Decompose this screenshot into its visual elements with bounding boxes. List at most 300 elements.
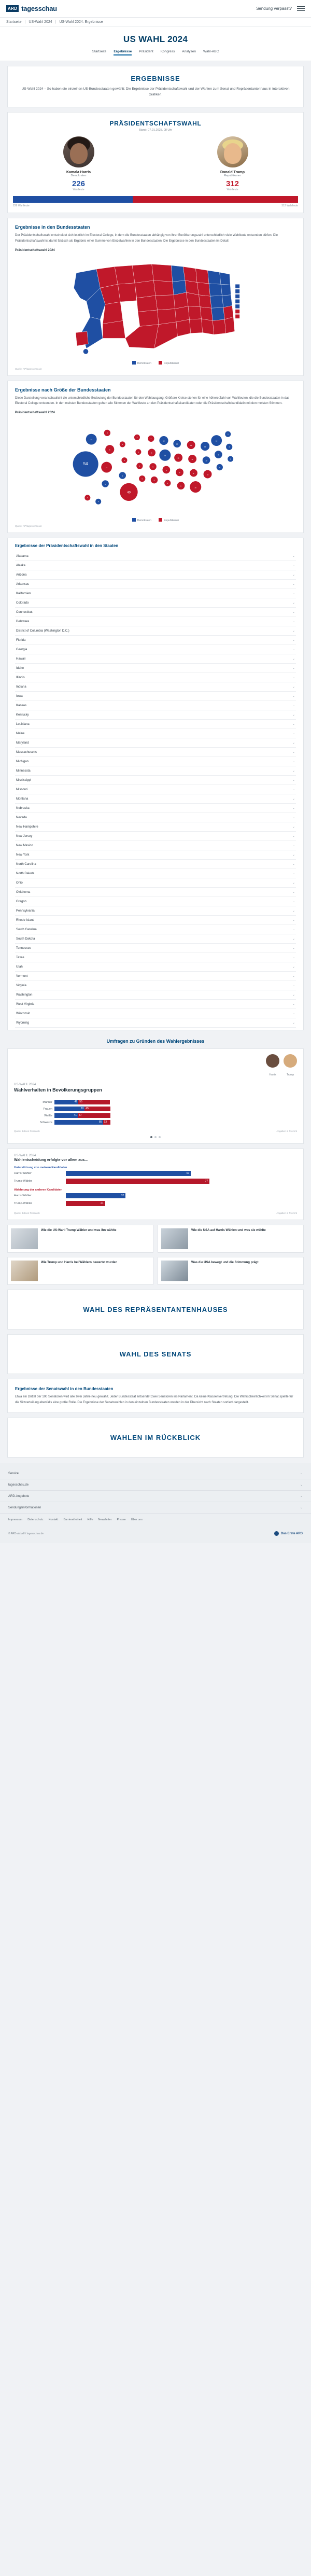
tab-kongress[interactable]: Kongress	[160, 50, 175, 53]
state-name: Mississippi	[16, 778, 32, 782]
state-name: District of Columbia (Washington D.C.)	[16, 629, 69, 633]
intro-heading: ERGEBNISSE	[131, 75, 180, 82]
intro-text: US-Wahl 2024 – So haben die einzelnen US-Bundesstaaten gewählt: Die Ergebnisse der Präsidentschaftswahl und der Wahlen zum Senat und Repräsentantenhaus in interaktiven Grafiken.	[21, 87, 290, 96]
chart1-bar-dem	[54, 1107, 84, 1111]
chart1-value-dem: 85	[98, 1121, 102, 1124]
svg-text:10: 10	[205, 459, 207, 462]
footer	[0, 1463, 311, 1543]
review-section[interactable]	[7, 1418, 304, 1458]
footer-copyright: © ARD-aktuell / tagesschau.de	[8, 1532, 44, 1535]
chevron-down-icon: ⌄	[292, 629, 295, 633]
chevron-down-icon: ⌄	[292, 965, 295, 969]
brand-logo[interactable]	[6, 5, 57, 12]
state-list-item[interactable]	[15, 757, 296, 766]
state-name: Idaho	[16, 666, 24, 670]
ard-box-label: ARD	[6, 5, 19, 12]
footer-row-service[interactable]	[0, 1468, 311, 1479]
state-list-item[interactable]	[15, 944, 296, 953]
avatar-trump	[217, 136, 248, 167]
chevron-down-icon: ⌄	[292, 713, 295, 717]
avatar-harris	[63, 136, 94, 167]
chart1-bars	[54, 1107, 297, 1111]
state-list-item[interactable]	[15, 897, 296, 906]
state-list-item[interactable]	[15, 813, 296, 822]
state-name: Massachusetts	[16, 750, 37, 754]
state-name: Tennessee	[16, 946, 32, 950]
usa-bubble-cartogram[interactable]	[15, 416, 296, 515]
state-name: Florida	[16, 638, 26, 642]
state-name: Michigan	[16, 760, 29, 763]
footer-link[interactable]: Über uns	[131, 1518, 143, 1522]
svg-text:8: 8	[153, 479, 155, 482]
state-list-item[interactable]	[15, 720, 296, 729]
chart1-bar-rep	[103, 1120, 110, 1125]
chart1-bar-dem	[54, 1120, 103, 1125]
state-name: Georgia	[16, 648, 27, 651]
state-name: Minnesota	[16, 769, 31, 773]
state-list-item[interactable]	[15, 617, 296, 626]
chevron-down-icon: ⌄	[292, 723, 295, 726]
state-list-item[interactable]	[15, 888, 296, 897]
avatar-harris-small	[266, 1054, 279, 1068]
chevron-down-icon: ⌄	[292, 639, 295, 642]
state-list-item[interactable]	[15, 1018, 296, 1028]
footer-row-sendungsinfo[interactable]	[0, 1502, 311, 1514]
chart1-trump-name: Trump	[286, 1073, 294, 1077]
state-name: Connecticut	[16, 610, 33, 614]
chevron-down-icon: ⌄	[292, 909, 295, 913]
state-list-item[interactable]	[15, 598, 296, 608]
chart1-value-rep: 55	[79, 1100, 82, 1104]
state-name: Arizona	[16, 573, 27, 577]
state-list-item[interactable]	[15, 776, 296, 785]
chart1-value-rep: 57	[79, 1114, 82, 1117]
teaser-item[interactable]	[7, 1257, 153, 1285]
chart1-bar-rep	[78, 1113, 110, 1118]
svg-text:5: 5	[122, 475, 123, 478]
footer-link[interactable]: Hilfe	[87, 1518, 93, 1522]
chart1-rows	[8, 1097, 303, 1125]
cartogram-legend-dem: Demokraten	[132, 518, 151, 522]
chart2-bar-row	[8, 1171, 303, 1176]
chevron-down-icon: ⌄	[292, 937, 295, 941]
chevron-down-icon: ⌄	[292, 816, 295, 820]
cartogram-caption: Präsidentschaftswahl 2024	[15, 411, 55, 415]
state-list-item[interactable]	[15, 934, 296, 944]
state-name: New York	[16, 853, 30, 857]
state-list-item[interactable]	[15, 906, 296, 916]
state-name: Wisconsin	[16, 1012, 31, 1015]
chart2-bar	[66, 1179, 209, 1184]
svg-text:54: 54	[83, 461, 88, 466]
chevron-down-icon: ⌄	[292, 797, 295, 801]
state-list-item[interactable]	[15, 981, 296, 990]
chevron-down-icon: ⌄	[292, 676, 295, 680]
avatar-trump-small	[284, 1054, 297, 1068]
chart2-source: Quelle: Edison Research	[14, 1212, 40, 1215]
chevron-down-icon: ⌄	[292, 919, 295, 922]
house-election-title: WAHL DES REPRÄSENTANTENHAUSES	[83, 1306, 228, 1314]
svg-text:8: 8	[179, 471, 180, 474]
chart1-bars	[54, 1113, 297, 1118]
chart1-source: Quelle: Edison Research	[14, 1130, 40, 1133]
svg-text:4: 4	[122, 443, 123, 446]
svg-text:6: 6	[152, 466, 153, 468]
hero-title: PRÄSIDENTSCHAFTSWAHL	[109, 120, 202, 128]
footer-link[interactable]: Presse	[117, 1518, 126, 1522]
teaser-item[interactable]	[158, 1225, 304, 1253]
svg-text:40: 40	[127, 491, 131, 495]
state-list-item[interactable]	[15, 1000, 296, 1009]
footer-link[interactable]: Barrierefreiheit	[63, 1518, 82, 1522]
footer-row-ard-angebote[interactable]	[0, 1491, 311, 1502]
state-list-item[interactable]	[15, 710, 296, 720]
footer-row-label: Sendungsinformationen	[8, 1506, 41, 1509]
state-list-item[interactable]	[15, 860, 296, 869]
chevron-down-icon: ⌄	[292, 685, 295, 689]
state-list-item[interactable]	[15, 552, 296, 561]
chevron-down-icon: ⌄	[292, 881, 295, 885]
chart1-candidate-harris	[266, 1054, 279, 1078]
teaser-thumbnail	[11, 1228, 38, 1249]
svg-text:16: 16	[206, 473, 209, 476]
page-title: US WAHL 2024	[0, 27, 311, 50]
breadcrumb-sep: |	[55, 20, 56, 24]
candidate-trump-unit: Wahlleute	[227, 188, 238, 192]
cartogram-section	[7, 381, 304, 533]
cartogram-text: Diese Darstellung veranschaulicht die unterschiedliche Bedeutung der Bundesstaaten für den Wahlausgang: Größere Kreise stehen für eine höhere Zahl von Wahlleuten, die die Bundesstaaten in das Electoral College entsenden. In den meisten Bundesstaaten gehen alle Stimmen der Wahlleute an den Präsidentschaftskandidaten oder die Präsidentschaftskandidatin mit den meisten Stimmen.	[15, 396, 290, 405]
state-list-item[interactable]	[15, 869, 296, 878]
chart1-bar-rep	[78, 1100, 110, 1104]
state-name: Virginia	[16, 984, 26, 987]
chart2-group2-label: Ablehnung der anderen Kandidaten	[14, 1188, 63, 1192]
chevron-down-icon: ⌄	[292, 1012, 295, 1016]
candidate-harris-name: Kamala Harris	[66, 171, 91, 175]
candidate-trump-value: 312	[225, 179, 239, 189]
chart2-group2-rows	[8, 1193, 303, 1206]
chart2-bar-label: Trump-Wähler	[14, 1180, 32, 1183]
state-list-item[interactable]	[15, 822, 296, 832]
chart-carousel-dots[interactable]	[8, 1132, 303, 1138]
breadcrumb	[0, 18, 311, 27]
chevron-down-icon: ⌄	[300, 1483, 303, 1487]
usa-choropleth-map[interactable]	[15, 254, 296, 358]
state-name: Iowa	[16, 694, 23, 698]
state-list-item[interactable]	[15, 608, 296, 617]
chart1-category-label: Schwarze	[39, 1121, 52, 1124]
svg-text:7: 7	[218, 454, 219, 456]
chevron-down-icon: ⌄	[292, 835, 295, 838]
split-bar-dem	[13, 196, 133, 203]
chart1-value-dem: 53	[80, 1107, 84, 1111]
state-list-item[interactable]	[15, 664, 296, 673]
state-list-item[interactable]	[15, 682, 296, 692]
footer-link[interactable]: Kontakt	[48, 1518, 59, 1522]
chevron-down-icon: ⌄	[292, 573, 295, 577]
footer-row-label: tagesschau.de	[8, 1483, 29, 1487]
chart1-bars	[54, 1120, 297, 1125]
state-list-item[interactable]	[15, 673, 296, 682]
chart1-category-label: Weiße	[44, 1114, 52, 1117]
svg-text:5: 5	[139, 465, 140, 468]
state-list-item[interactable]	[15, 645, 296, 654]
candidate-trump-name: Donald Trump	[220, 171, 245, 175]
state-list-item[interactable]	[15, 804, 296, 813]
state-list-item[interactable]	[15, 748, 296, 757]
chart1-title: Wahlverhalten in Bevölkerungsgruppen	[14, 1087, 102, 1093]
svg-text:3: 3	[230, 458, 231, 460]
teaser-title: Wie die USA auf Harris Wählen und was sie wählte	[191, 1229, 266, 1233]
breadcrumb-item-2: US-Wahl 2024: Ergebnisse	[59, 20, 103, 24]
svg-text:9: 9	[180, 485, 181, 487]
chevron-down-icon: ⌄	[292, 695, 295, 698]
chevron-down-icon: ⌄	[292, 844, 295, 848]
state-list-item[interactable]	[15, 580, 296, 589]
state-list-item[interactable]	[15, 626, 296, 636]
chevron-down-icon: ⌄	[292, 984, 295, 988]
tab-startseite[interactable]: Startseite	[92, 50, 107, 53]
state-name: Nebraska	[16, 806, 30, 810]
chart1-category-label: Männer	[43, 1100, 52, 1104]
state-list-item[interactable]	[15, 701, 296, 710]
svg-text:6: 6	[142, 478, 143, 480]
cartogram-legend-rep: Republikaner	[159, 518, 179, 522]
candidate-harris-party: Demokraten	[70, 174, 87, 178]
senate-election-section[interactable]	[7, 1334, 304, 1374]
state-name: Texas	[16, 956, 24, 959]
svg-text:8: 8	[165, 469, 167, 471]
state-list-item[interactable]	[15, 878, 296, 888]
chart1-kicker: US-WAHL 2024	[14, 1083, 36, 1087]
state-list-item[interactable]	[15, 972, 296, 981]
chevron-down-icon: ⌄	[292, 657, 295, 661]
footer-link[interactable]: Datenschutz	[27, 1518, 44, 1522]
chart2-bar-row	[8, 1179, 303, 1184]
state-list-item[interactable]	[15, 636, 296, 645]
svg-text:19: 19	[164, 454, 166, 457]
chevron-down-icon: ⌄	[292, 975, 295, 978]
breadcrumb-item-1[interactable]: US-Wahl 2024	[29, 20, 52, 24]
chevron-down-icon: ⌄	[292, 769, 295, 773]
candidate-trump-party: Republikaner	[224, 174, 241, 178]
chart1-bar-row	[14, 1107, 297, 1111]
chevron-down-icon: ⌄	[292, 947, 295, 950]
state-result-list	[7, 538, 304, 1030]
chart1-value-dem: 41	[74, 1114, 77, 1117]
state-name: Indiana	[16, 685, 26, 689]
chart1-bar-row	[14, 1113, 297, 1118]
state-list-item[interactable]	[15, 990, 296, 1000]
chevron-down-icon: ⌄	[292, 1003, 295, 1006]
state-list-item[interactable]	[15, 654, 296, 664]
chevron-down-icon: ⌄	[300, 1506, 303, 1510]
svg-text:6: 6	[109, 449, 110, 451]
svg-text:11: 11	[177, 457, 179, 459]
teaser-thumbnail	[11, 1261, 38, 1281]
chart2-kicker: US-WAHL 2024	[14, 1154, 36, 1158]
teaser-thumbnail	[161, 1228, 188, 1249]
state-name: Ohio	[16, 881, 23, 885]
chevron-down-icon: ⌄	[292, 788, 295, 792]
chart2-bar-track	[66, 1201, 297, 1206]
chart1-value-rep: 13	[104, 1121, 107, 1124]
chevron-down-icon: ⌄	[292, 872, 295, 876]
tab-praesident[interactable]: Präsident	[139, 50, 153, 53]
chevron-down-icon: ⌄	[300, 1495, 303, 1499]
state-list-item[interactable]	[15, 850, 296, 860]
chevron-down-icon: ⌄	[292, 825, 295, 829]
svg-text:11: 11	[106, 467, 108, 469]
tab-analysen[interactable]: Analysen	[182, 50, 196, 53]
state-name: North Dakota	[16, 872, 35, 875]
svg-text:30: 30	[194, 486, 196, 489]
svg-text:3: 3	[136, 436, 138, 439]
chart2-bar-value: 67	[186, 1172, 190, 1175]
split-foot-right: 312 Wahlleute	[281, 204, 298, 208]
chart2-bar	[66, 1171, 191, 1176]
chart2-bar-label: Trump-Wähler	[14, 1202, 32, 1206]
map-legend	[15, 361, 296, 365]
usa-map-svg	[15, 254, 296, 358]
state-map-text: Der Präsidentschaftswahl entscheidet sich letztlich im Electoral College, in dem die Bundesstaaten abhängig von ihrer Bevölkerungszahl unterschiedlich viele Wahlleute entsenden dürfen. Die Präsidentschaftswahl ist damit faktisch als Ergebnis einer Summe von Einzelwahlen in den Bundesstaaten. Die Ergebnisse in den Bundesstaaten im Detail:	[15, 234, 278, 243]
state-name: Kentucky	[16, 713, 29, 717]
footer-link[interactable]: Newsletter	[98, 1518, 112, 1522]
teaser-thumbnail	[161, 1261, 188, 1281]
chart2-bar-track	[66, 1179, 297, 1184]
svg-text:15: 15	[204, 445, 206, 448]
tab-ergebnisse[interactable]: Ergebnisse	[114, 50, 132, 55]
chevron-down-icon: ⌄	[292, 564, 295, 568]
chevron-down-icon: ⌄	[292, 956, 295, 960]
chart1-bar-row	[14, 1100, 297, 1104]
state-list-item[interactable]	[15, 832, 296, 841]
svg-text:11: 11	[191, 458, 193, 461]
senate-states-heading: Ergebnisse der Senatswahl in den Bundesstaaten	[15, 1387, 114, 1392]
chevron-down-icon: ⌄	[292, 863, 295, 866]
state-list-item[interactable]	[15, 1009, 296, 1018]
chart1-bar-dem	[54, 1100, 78, 1104]
state-list-item[interactable]	[15, 692, 296, 701]
senate-states-section	[7, 1379, 304, 1413]
breadcrumb-sep: |	[24, 20, 26, 24]
senate-states-text: Etwa ein Drittel der 100 Senatoren wird alle zwei Jahre neu gewählt. Jeder Bundesstaat entsendet zwei Senatoren ins Parlament. Da keine Klassenvertretung. Die Wahrscheinlichkeit im Senat spielte für die Sitzverteilung ebenfalls eine große Rolle. Die Ergebnisse der Senatswahlen in den einzelnen Bundesstaaten werden in der Übersicht nach Staaten sortiert dargestellt.	[15, 1395, 293, 1404]
svg-text:19: 19	[215, 440, 218, 442]
state-list-item[interactable]	[15, 785, 296, 794]
state-name: Colorado	[16, 601, 29, 605]
svg-text:3: 3	[227, 433, 229, 436]
teaser-item[interactable]	[158, 1257, 304, 1285]
state-name: West Virginia	[16, 1002, 35, 1006]
presidential-result-hero	[7, 112, 304, 213]
chart1-bar-dem	[54, 1113, 78, 1118]
legend-rep: Republikaner	[159, 361, 179, 365]
cartogram-source: Quelle: AP/tagesschau.de	[15, 525, 42, 528]
chart-voter-groups	[7, 1048, 304, 1144]
state-list-item[interactable]	[15, 561, 296, 570]
teaser-title: Wie Trump und Harris bei Wählern bewertet wurden	[41, 1261, 118, 1265]
state-name: Vermont	[16, 974, 28, 978]
split-bar-rep	[133, 196, 298, 203]
state-name: Alaska	[16, 564, 26, 567]
footer-row-label: Service	[8, 1472, 19, 1475]
chart2-bar-value: 21	[101, 1202, 104, 1206]
teaser-item[interactable]	[7, 1225, 153, 1253]
brand-name: tagesschau	[21, 5, 57, 12]
teaser-grid	[7, 1225, 304, 1285]
chevron-down-icon: ⌄	[292, 751, 295, 754]
svg-text:3: 3	[124, 459, 125, 461]
chevron-down-icon: ⌄	[292, 993, 295, 997]
state-list-item[interactable]	[15, 953, 296, 962]
ard-logo[interactable]	[274, 1531, 303, 1536]
state-list-item[interactable]	[15, 589, 296, 598]
tab-wahl-abc[interactable]: Wahl-ABC	[203, 50, 219, 53]
chart2-bar-value: 77	[205, 1180, 208, 1183]
chart1-bars	[54, 1100, 297, 1104]
poll-section-heading: Umfragen zu Gründen des Wahlergebnisses	[106, 1039, 205, 1044]
state-name: Kalifornien	[16, 592, 31, 595]
state-map-caption: Präsidentschaftswahl 2024	[15, 248, 55, 252]
hamburger-icon[interactable]	[297, 6, 305, 11]
chart2-bar-row	[8, 1201, 303, 1206]
candidate-harris-unit: Wahlleute	[73, 188, 84, 192]
state-list-item[interactable]	[15, 916, 296, 925]
teaser-title: Wie die US-Wahl Trump Wähler und was ihn wählte	[41, 1229, 117, 1233]
state-name: Oregon	[16, 900, 27, 903]
chevron-down-icon: ⌄	[292, 900, 295, 904]
chevron-down-icon: ⌄	[300, 1472, 303, 1476]
chart1-value-dem: 42	[74, 1100, 78, 1104]
house-election-section[interactable]	[7, 1290, 304, 1329]
state-name: South Carolina	[16, 928, 37, 931]
chart1-bar-row	[14, 1120, 297, 1125]
chart2-bar	[66, 1201, 105, 1206]
state-name: North Carolina	[16, 862, 36, 866]
senate-election-title: WAHL DES SENATS	[119, 1350, 192, 1359]
candidate-harris-value: 226	[72, 179, 86, 189]
state-name: Illinois	[16, 676, 25, 679]
state-name: Alabama	[16, 554, 29, 558]
state-list-item[interactable]	[15, 766, 296, 776]
hero-timestamp: Stand: 07.01.2025, 08 Uhr	[138, 129, 173, 132]
state-name: Arkansas	[16, 582, 30, 586]
footer-row-tagesschau[interactable]	[0, 1479, 311, 1491]
state-name: New Jersey	[16, 834, 33, 838]
state-list-item[interactable]	[15, 925, 296, 934]
chart-vote-motivation	[7, 1149, 304, 1220]
footer-link[interactable]: Impressum	[8, 1518, 23, 1522]
state-list-item[interactable]	[15, 962, 296, 972]
state-list-item[interactable]	[15, 570, 296, 580]
state-name: South Dakota	[16, 937, 35, 941]
svg-text:9: 9	[193, 472, 194, 475]
state-list-item[interactable]	[15, 738, 296, 748]
state-list-item[interactable]	[15, 729, 296, 738]
svg-text:15: 15	[190, 444, 192, 447]
state-list-item[interactable]	[15, 794, 296, 804]
state-name: Maryland	[16, 741, 29, 745]
state-list-item[interactable]	[15, 841, 296, 850]
intro-section	[7, 66, 304, 107]
state-name: Nevada	[16, 816, 27, 819]
chevron-down-icon: ⌄	[292, 611, 295, 614]
chevron-down-icon: ⌄	[292, 667, 295, 670]
chevron-down-icon: ⌄	[292, 704, 295, 708]
missed-broadcast-link[interactable]: Sendung verpasst?	[256, 6, 292, 11]
breadcrumb-item-0[interactable]: Startseite	[6, 20, 22, 24]
state-name: Washington	[16, 993, 33, 997]
svg-text:6: 6	[151, 452, 152, 454]
